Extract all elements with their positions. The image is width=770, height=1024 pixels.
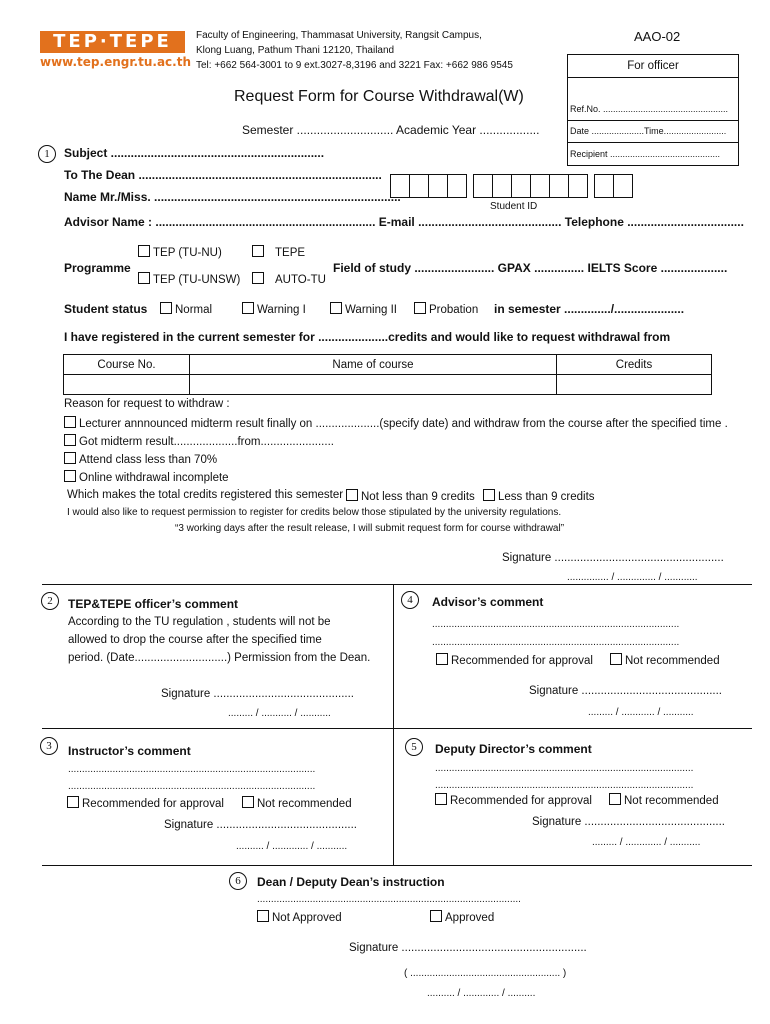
- reason-1: Lecturer annnounced midterm result finally on ....................(specify date) and withdraw from the course after the specified time .: [79, 418, 728, 430]
- checkbox-auto-tu[interactable]: [252, 272, 264, 284]
- prog-tep-unsw: TEP (TU-UNSW): [153, 274, 241, 286]
- signature-1[interactable]: Signature .....................................................: [502, 552, 724, 564]
- date-5[interactable]: ......... / ............. / ...........: [592, 837, 701, 848]
- instructor-not-recommended: Not recommended: [257, 798, 352, 810]
- deputy-director-comment-title: Deputy Director’s comment: [435, 742, 592, 756]
- signature-2[interactable]: Signature ............................................: [161, 688, 355, 700]
- course-table: [63, 354, 712, 395]
- reason-3: Attend class less than 70%: [79, 454, 218, 466]
- checkbox-reason-3[interactable]: [64, 452, 76, 464]
- col-course-name: Name of course: [190, 355, 557, 375]
- checkbox-reason-1[interactable]: [64, 416, 76, 428]
- prog-auto-tu: AUTO-TU: [275, 274, 326, 286]
- deputy-director-comment-line-2[interactable]: .............................................................................................: [435, 780, 694, 791]
- status-warning-2: Warning II: [345, 304, 397, 316]
- checkbox-less-9[interactable]: [483, 489, 495, 501]
- field-of-study-line: Field of study ........................ GPAX ............... IELTS Score ....................: [333, 261, 728, 275]
- signature-3[interactable]: Signature ............................................: [164, 819, 358, 831]
- less-9: Less than 9 credits: [498, 491, 595, 503]
- cell-credits[interactable]: [557, 375, 712, 395]
- recipient: Recipient ............................................: [570, 149, 721, 159]
- section-number: 2: [41, 592, 59, 610]
- working-days-note: “3 working days after the result release, I will submit request form for course withdrawal”: [175, 523, 565, 534]
- dean-instruction-title: Dean / Deputy Dean’s instruction: [257, 875, 445, 889]
- col-credits: Credits: [557, 355, 712, 375]
- checkbox-approved[interactable]: [430, 910, 442, 922]
- permission-text: I would also like to request permission to register for credits below those stipulated by the university regulations.: [67, 507, 562, 518]
- date-2[interactable]: ......... / ........... / ...........: [228, 708, 331, 719]
- advisor-comment-line-2[interactable]: .........................................................................................: [432, 637, 680, 648]
- status-probation: Probation: [429, 304, 479, 316]
- address-line-2: Klong Luang, Pathum Thani 12120, Thailand: [196, 45, 395, 56]
- reason-4: Online withdrawal incomplete: [79, 472, 229, 484]
- checkbox-not-approved[interactable]: [257, 910, 269, 922]
- col-course-no: Course No.: [64, 355, 190, 375]
- address-line-1: Faculty of Engineering, Thammasat University, Rangsit Campus,: [196, 30, 482, 41]
- signature-6[interactable]: Signature ..........................................................: [349, 942, 587, 954]
- checkbox-probation[interactable]: [414, 302, 426, 314]
- ref-no: Ref.No. ..................................................: [570, 104, 729, 114]
- section-number: 3: [40, 737, 58, 755]
- checkbox-tep-tu-nu[interactable]: [138, 245, 150, 257]
- instructor-recommended: Recommended for approval: [82, 798, 224, 810]
- advisor-recommended: Recommended for approval: [451, 655, 593, 667]
- section-number: 5: [405, 738, 423, 756]
- subject-line: Subject ................................................................: [64, 146, 325, 160]
- date-4[interactable]: ......... / ............ / ...........: [588, 707, 694, 718]
- officer-box: [567, 54, 739, 166]
- section-number: 1: [38, 145, 56, 163]
- signature-5[interactable]: Signature ............................................: [532, 816, 726, 828]
- semester-line: Semester ............................. Academic Year ..................: [242, 123, 540, 137]
- logo: TEP·TEPE: [40, 31, 185, 53]
- cell-course-no[interactable]: [64, 375, 190, 395]
- checkbox-instructor-not-recommended[interactable]: [242, 796, 254, 808]
- checkbox-deputy-not-recommended[interactable]: [609, 793, 621, 805]
- officer-comment-line-3: period. (Date.............................) Permission from the Dean.: [68, 652, 371, 664]
- instructor-comment-title: Instructor’s comment: [68, 744, 191, 758]
- to-dean: To The Dean .........................................................................: [64, 168, 382, 182]
- date-time: Date .....................Time.........................: [570, 126, 727, 136]
- checkbox-reason-2[interactable]: [64, 434, 76, 446]
- address-line-3: Tel: +662 564-3001 to 9 ext.3027-8,3196 and 3221 Fax: +662 986 9545: [196, 60, 513, 71]
- date-6[interactable]: .......... / ............. / ..........: [427, 988, 536, 999]
- programme-label: Programme: [64, 261, 131, 275]
- date-3[interactable]: .......... / ............. / ...........: [236, 841, 348, 852]
- prog-tep-tu-nu: TEP (TU-NU): [153, 247, 222, 259]
- page-title: Request Form for Course Withdrawal(W): [234, 88, 524, 105]
- checkbox-warning-2[interactable]: [330, 302, 342, 314]
- total-credits-label: Which makes the total credits registered this semester: [67, 489, 344, 501]
- table-row: [64, 375, 712, 395]
- not-approved: Not Approved: [272, 912, 342, 924]
- checkbox-warning-1[interactable]: [242, 302, 254, 314]
- deputy-director-comment-line-1[interactable]: .............................................................................................: [435, 763, 694, 774]
- checkbox-advisor-recommended[interactable]: [436, 653, 448, 665]
- cell-course-name[interactable]: [190, 375, 557, 395]
- officer-box-title: For officer: [568, 55, 738, 78]
- student-id-label: Student ID: [490, 201, 538, 212]
- section-number: 4: [401, 591, 419, 609]
- advisor-comment-title: Advisor’s comment: [432, 595, 544, 609]
- dean-name[interactable]: ( ...................................................... ): [404, 968, 567, 979]
- reason-label: Reason for request to withdraw :: [64, 398, 230, 410]
- approved: Approved: [445, 912, 495, 924]
- checkbox-tep-unsw[interactable]: [138, 272, 150, 284]
- deputy-not-recommended: Not recommended: [624, 795, 719, 807]
- name-line: Name Mr./Miss. ..........................................................................: [64, 190, 401, 204]
- advisor-comment-line-1[interactable]: .........................................................................................: [432, 619, 680, 630]
- officer-comment-title: TEP&TEPE officer’s comment: [68, 597, 239, 611]
- registered-line: I have registered in the current semester for .....................credits and would like to request withdrawal from: [64, 330, 671, 344]
- prog-tepe: TEPE: [275, 247, 306, 259]
- checkbox-advisor-not-recommended[interactable]: [610, 653, 622, 665]
- status-warning-1: Warning I: [257, 304, 306, 316]
- section-number: 6: [229, 872, 247, 890]
- dean-instruction-line[interactable]: ...............................................................................................: [257, 894, 521, 905]
- advisor-not-recommended: Not recommended: [625, 655, 720, 667]
- checkbox-not-less-9[interactable]: [346, 489, 358, 501]
- status-label: Student status: [64, 302, 148, 316]
- student-id-boxes[interactable]: [390, 174, 633, 198]
- reason-2: Got midterm result....................from.......................: [79, 436, 334, 448]
- signature-4[interactable]: Signature ............................................: [529, 685, 723, 697]
- form-code: AAO-02: [634, 29, 681, 44]
- officer-comment-line-1: According to the TU regulation , students will not be: [68, 616, 331, 628]
- status-normal: Normal: [175, 304, 213, 316]
- officer-comment-line-2: allowed to drop the course after the specified time: [68, 634, 322, 646]
- date-1[interactable]: ............... / .............. / ............: [567, 572, 698, 583]
- logo-url: www.tep.engr.tu.ac.th: [40, 55, 191, 69]
- instructor-comment-line-1[interactable]: .........................................................................................: [68, 764, 316, 775]
- checkbox-normal[interactable]: [160, 302, 172, 314]
- checkbox-reason-4[interactable]: [64, 470, 76, 482]
- advisor-line: Advisor Name : .................................................................. E-mail ........................................... Telephone ...................................: [64, 215, 744, 229]
- instructor-comment-line-2[interactable]: .........................................................................................: [68, 781, 316, 792]
- deputy-recommended: Recommended for approval: [450, 795, 592, 807]
- not-less-9: Not less than 9 credits: [361, 491, 475, 503]
- checkbox-deputy-recommended[interactable]: [435, 793, 447, 805]
- checkbox-tepe[interactable]: [252, 245, 264, 257]
- checkbox-instructor-recommended[interactable]: [67, 796, 79, 808]
- in-semester: in semester ............../.....................: [494, 302, 685, 316]
